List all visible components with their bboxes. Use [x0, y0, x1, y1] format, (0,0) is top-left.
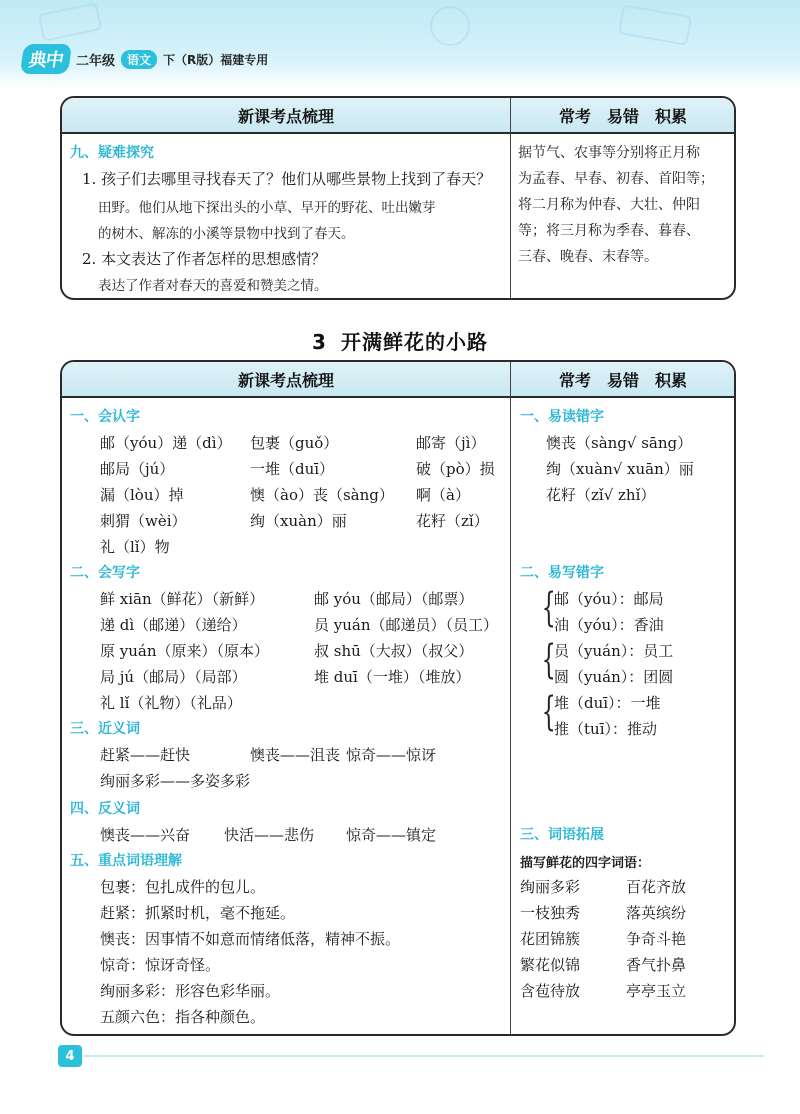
section-title: 一、易读错字	[520, 409, 604, 425]
antonym-pair: 快活——悲伤	[224, 826, 315, 844]
char-entry: 花籽（zǐ）	[416, 512, 489, 530]
idiom: 香气扑鼻	[626, 956, 687, 974]
right-column-title: 常考 易错 积累	[558, 370, 687, 390]
panel-header	[62, 362, 734, 398]
write-entry: 礼 lǐ（礼物）（礼品）	[100, 694, 242, 712]
synonym-pair: 惊奇——惊讶	[346, 746, 437, 764]
idiom: 亭亭玉立	[626, 982, 687, 1000]
section-title: 三、词语拓展	[520, 827, 604, 843]
section-title: 二、会写字	[70, 565, 140, 581]
decor-shape	[430, 6, 470, 46]
section-title: 二、易写错字	[520, 565, 604, 581]
question: 2. 本文表达了作者怎样的思想感情？	[82, 250, 327, 268]
definition-line: 赶紧：抓紧时机，毫不拖延。	[100, 904, 296, 922]
char-entry: 漏（lòu）掉	[100, 486, 184, 504]
page-number: 4	[58, 1045, 82, 1067]
section-title: 四、反义词	[70, 801, 140, 817]
antonym-pair: 懊丧——兴奋	[100, 826, 191, 844]
write-entry: 邮 yóu（邮局）（邮票）	[314, 590, 474, 608]
char-entry: 一堆（duī）	[250, 460, 335, 478]
miswrite-entry: 推（tuī）：推动	[554, 720, 657, 738]
write-entry: 局 jú（邮局）（局部）	[100, 668, 247, 686]
miswrite-entry: 油（yóu）：香油	[554, 616, 664, 634]
write-entry: 原 yuán（原来）（原本）	[100, 642, 270, 660]
section-title: 三、近义词	[70, 721, 140, 737]
char-entry: 礼（lǐ）物	[100, 538, 170, 556]
write-entry: 堆 duī（一堆）（堆放）	[314, 668, 471, 686]
header-band	[0, 0, 800, 88]
left-column-title: 新课考点梳理	[237, 106, 334, 126]
brand-row	[22, 44, 268, 74]
note-line: 等；将三月称为季春、暮春、	[518, 223, 700, 239]
note-line: 将二月称为仲春、大壮、仲阳	[518, 197, 700, 213]
misread-entry: 懊丧（sàng√ sāng）	[546, 434, 693, 452]
idiom: 一枝独秀	[520, 904, 581, 922]
definition-line: 包裹：包扎成件的包儿。	[100, 878, 266, 896]
column-divider	[510, 362, 511, 1034]
miswrite-entry: 员（yuán）：员工	[554, 642, 674, 660]
idiom: 争奇斗艳	[626, 930, 687, 948]
write-entry: 叔 shū（大叔）（叔父）	[314, 642, 474, 660]
synonym-pair: 绚丽多彩——多姿多彩	[100, 772, 251, 790]
brace-symbol: {	[541, 689, 556, 735]
grade-label: 二年级	[76, 53, 116, 69]
subsection-label: 描写鲜花的四字词语：	[520, 856, 651, 871]
section-title: 九、疑难探究	[70, 145, 154, 161]
definition-line: 惊奇：惊讶奇怪。	[100, 956, 221, 974]
idiom: 落英缤纷	[626, 904, 687, 922]
char-entry: 绚（xuàn）丽	[250, 512, 347, 530]
panel-header	[62, 98, 734, 134]
top-panel	[60, 96, 736, 300]
idiom: 含苞待放	[520, 982, 581, 1000]
synonym-pair: 赶紧——赶快	[100, 746, 191, 764]
right-column-title: 常考 易错 积累	[558, 106, 687, 126]
char-entry: 邮（yóu）递（dì）	[100, 434, 232, 452]
brand-logo: 典中	[20, 44, 72, 74]
misread-entry: 花籽（zǐ√ zhǐ）	[546, 486, 656, 504]
subject-badge: 语文	[121, 50, 157, 69]
section-title: 一、会认字	[70, 409, 140, 425]
brace-symbol: {	[541, 637, 556, 683]
edition-label: 下（R版）福建专用	[163, 52, 269, 67]
idiom: 花团锦簇	[520, 930, 581, 948]
decor-shape	[38, 2, 103, 42]
definition-line: 绚丽多彩：形容色彩华丽。	[100, 982, 281, 1000]
idiom: 百花齐放	[626, 878, 687, 896]
misread-entry: 绚（xuàn√ xuān）丽	[546, 460, 694, 478]
antonym-pair: 惊奇——镇定	[346, 826, 437, 844]
note-line: 为孟春、早春、初春、首阳等；	[518, 171, 714, 187]
definition-line: 五颜六色：指各种颜色。	[100, 1008, 266, 1026]
section-title: 五、重点词语理解	[70, 853, 182, 869]
note-line: 据节气、农事等分别将正月称	[518, 145, 700, 161]
miswrite-entry: 堆（duī）：一堆	[554, 694, 661, 712]
main-panel	[60, 360, 736, 1036]
char-entry: 破（pò）损	[416, 460, 495, 478]
definition-line: 懊丧：因事情不如意而情绪低落，精神不振。	[100, 930, 401, 948]
decor-shape	[618, 4, 692, 46]
brace-symbol: {	[541, 585, 556, 631]
question: 1. 孩子们去哪里寻找春天了？他们从哪些景物上找到了春天？	[82, 170, 492, 188]
footer-line	[84, 1055, 764, 1057]
note-line: 三春、晚春、末春等。	[518, 249, 658, 265]
write-entry: 鲜 xiān（鲜花）（新鲜）	[100, 590, 265, 608]
left-column-title: 新课考点梳理	[237, 370, 334, 390]
chapter-title	[0, 326, 800, 355]
idiom: 绚丽多彩	[520, 878, 581, 896]
synonym-pair: 懊丧——沮丧	[250, 746, 341, 764]
char-entry: 啊（à）	[416, 486, 470, 504]
answer-line: 表达了作者对春天的喜爱和赞美之情。	[98, 278, 328, 294]
answer-line: 田野。他们从地下探出头的小草、早开的野花、吐出嫩芽	[98, 200, 436, 216]
char-entry: 刺猬（wèi）	[100, 512, 187, 530]
column-divider	[510, 98, 511, 298]
chapter-name: 开满鲜花的小路	[340, 330, 488, 354]
miswrite-entry: 圆（yuán）：团圆	[554, 668, 674, 686]
char-entry: 懊（ào）丧（sàng）	[250, 486, 394, 504]
answer-line: 的树木、解冻的小溪等景物中找到了春天。	[98, 226, 355, 242]
char-entry: 邮寄（jì）	[416, 434, 486, 452]
idiom: 繁花似锦	[520, 956, 581, 974]
write-entry: 递 dì（邮递）（递给）	[100, 616, 247, 634]
char-entry: 邮局（jú）	[100, 460, 175, 478]
chapter-number: 3	[312, 330, 327, 354]
char-entry: 包裹（guǒ）	[250, 434, 339, 452]
miswrite-entry: 邮（yóu）：邮局	[554, 590, 664, 608]
write-entry: 员 yuán（邮递员）（员工）	[314, 616, 499, 634]
